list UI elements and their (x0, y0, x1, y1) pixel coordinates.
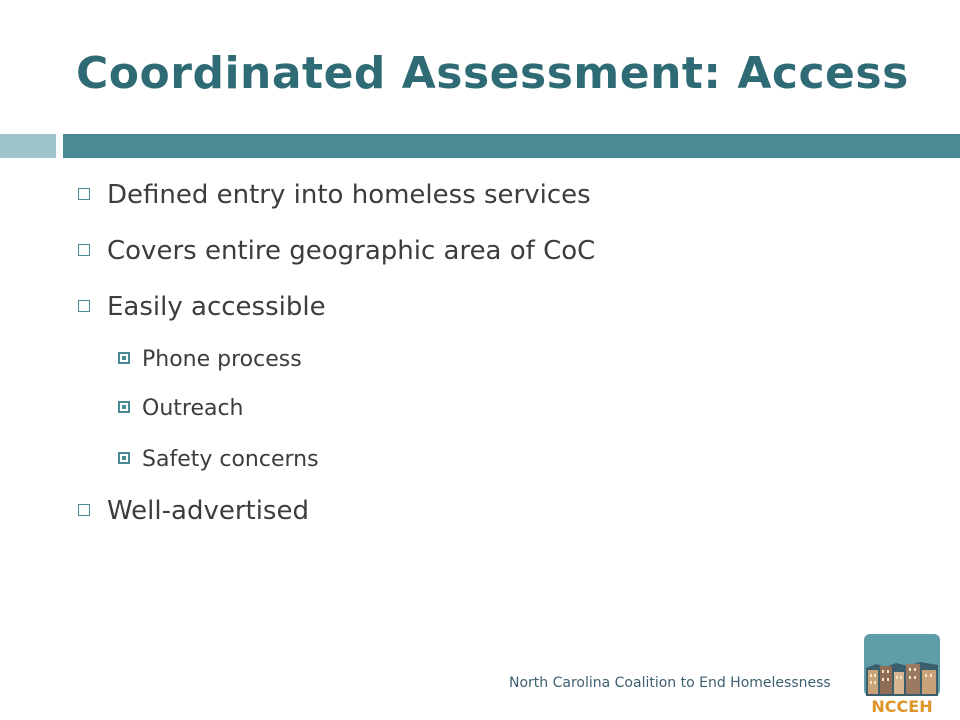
filled-square-bullet-icon (118, 352, 130, 364)
slide-title: Coordinated Assessment: Access (76, 48, 909, 99)
bullet-text: Easily accessible (107, 292, 326, 322)
accent-bar-light (0, 134, 56, 158)
bullet-item (78, 236, 595, 266)
sub-bullet-text: Outreach (142, 396, 244, 421)
sub-bullet-text: Phone process (142, 347, 302, 372)
footer-organization: North Carolina Coalition to End Homelessness (509, 675, 831, 691)
ncceh-logo (862, 634, 942, 714)
bullet-text: Defined entry into homeless services (107, 180, 591, 210)
filled-square-bullet-icon (118, 401, 130, 413)
filled-square-bullet-icon (118, 452, 130, 464)
sub-bullet-text: Safety concerns (142, 447, 319, 472)
sub-bullet-item (118, 396, 244, 421)
bullet-text: Covers entire geographic area of CoC (107, 236, 596, 266)
square-bullet-icon (78, 504, 90, 516)
square-bullet-icon (78, 300, 90, 312)
logo-wordmark: NCCEH (871, 697, 933, 714)
bullet-item (78, 496, 309, 526)
square-bullet-icon (78, 188, 90, 200)
bullet-text: Well-advertised (107, 496, 309, 526)
accent-bar (63, 134, 960, 158)
bullet-item (78, 292, 326, 322)
sub-bullet-item (118, 447, 319, 472)
square-bullet-icon (78, 244, 90, 256)
sub-bullet-item (118, 347, 302, 372)
bullet-item (78, 180, 591, 210)
